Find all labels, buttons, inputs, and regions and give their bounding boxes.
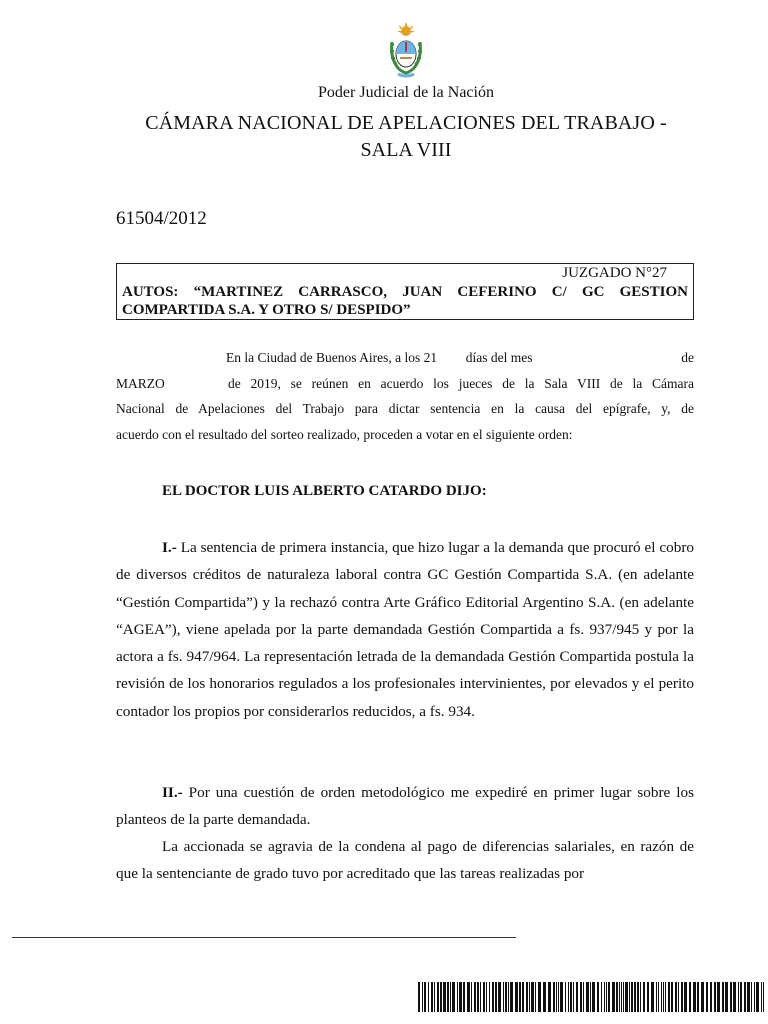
- footer-rule: [12, 937, 516, 938]
- paragraph-2-label: II.-: [162, 784, 183, 801]
- paragraph-1-label: I.-: [162, 539, 177, 556]
- paragraph-2-text: Por una cuestión de orden metodológico me expediré en primer lugar sobre los planteos de la parte demandada.: [116, 784, 694, 829]
- paragraph-1: [116, 534, 694, 725]
- autos-caption: AUTOS: “MARTINEZ CARRASCO, JUAN CEFERINO C/ GC GESTION COMPARTIDA S.A. Y OTRO S/ DESPIDO”: [122, 284, 688, 318]
- paragraph-1-text: La sentencia de primera instancia, que hizo lugar a la demanda que procuró el cobro de diversos créditos de naturaleza laboral contra GC Gestión Compartida S.A. (en adelante “Gestión Compartida”) y la rechazó contra Arte Gráfico Editorial Argentino S.A. (en adelante “AGEA”), viene apelada por la parte demandada Gestión Compartida a fs. 937/945 y por la actora a fs. 947/964. La representación letrada de la demandada Gestión Compartida postula la revisión de los honorarios regulados a los profesionales intervinientes, por elevados y el perito contador los propios por considerarlos reducidos, a fs. 934.: [116, 539, 694, 720]
- institution-title: Poder Judicial de la Nación: [318, 84, 494, 101]
- vote-heading: EL DOCTOR LUIS ALBERTO CATARDO DIJO:: [162, 483, 487, 499]
- court-title: [0, 110, 768, 164]
- paragraph-3-text: La accionada se agravia de la condena al pago de diferencias salariales, en razón de que la sentenciante de grado tuvo por acreditado que las tareas realizadas por: [116, 838, 694, 883]
- intro-line-1-part-b: días del mes: [465, 350, 533, 365]
- intro-line-1-part-a: En la Ciudad de Buenos Aires, a los 21: [226, 350, 438, 365]
- barcode-icon: [418, 982, 766, 1012]
- intro-line-2-part-a: MARZO: [116, 375, 165, 391]
- case-number: 61504/2012: [116, 208, 207, 229]
- intro-line-4: acuerdo con el resultado del sorteo realizado, proceden a votar en el siguiente orden:: [116, 426, 573, 442]
- intro-line-1: [116, 345, 694, 371]
- intro-line-1-part-c: de: [681, 350, 694, 365]
- juzgado-label: JUZGADO N°27: [562, 265, 667, 281]
- autos-box: [116, 263, 694, 320]
- intro-line-2: [116, 371, 694, 397]
- intro-line-2-part-b: de 2019, se reúnen en acuerdo los jueces de la Sala VIII de la Cámara: [228, 375, 694, 391]
- intro-line-3: Nacional de Apelaciones del Trabajo para dictar sentencia en la causa del epígrafe, y, de: [116, 401, 694, 416]
- paragraph-2: [116, 779, 694, 834]
- court-title-line2: SALA VIII: [360, 139, 452, 161]
- intro-paragraph: [116, 345, 694, 447]
- national-coat-of-arms-icon: [386, 22, 426, 80]
- paragraph-3: [116, 833, 694, 888]
- court-title-line1: CÁMARA NACIONAL DE APELACIONES DEL TRABAJO -: [145, 112, 667, 134]
